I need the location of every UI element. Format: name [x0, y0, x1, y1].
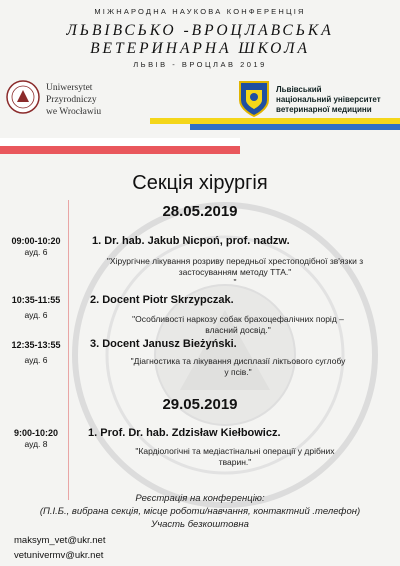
- session-time-range: 12:35-13:55: [11, 340, 61, 350]
- white-band: [0, 138, 240, 146]
- session-topic-line1: "Кардіологічні та медіастінальні операції у дрібних: [135, 446, 335, 456]
- session-room: ауд. 8: [24, 439, 48, 449]
- session-topic-line1: "Діагностика та лікування дисплазії ліктьового суглобу: [130, 356, 346, 366]
- email-link-vetunivermv[interactable]: vetunivermv@ukr.net: [14, 550, 104, 561]
- session-topic-line2: застосуванням методу ТТА.": [178, 266, 292, 277]
- session-topic-line3: ": [233, 277, 237, 287]
- session-topic: [72, 256, 398, 288]
- session-time: [4, 295, 68, 321]
- registration-free-note: Участь безкоштовна: [151, 519, 249, 530]
- conference-title-line2: ВЕТЕРИНАРНА ШКОЛА: [90, 40, 310, 57]
- lviv-university-name-line1: Львівський: [276, 85, 322, 94]
- wroclaw-university-logo-icon: [6, 80, 40, 114]
- session-speaker: 2. Docent Piotr Skrzypczak.: [90, 294, 234, 306]
- session-topic-line1: "Хірургічне лікування розриву передньої хрестоподібної зв'язки з: [106, 256, 364, 266]
- wroclaw-university-name-line2: Przyrodniczy: [46, 95, 97, 105]
- lviv-university-name: [276, 85, 381, 115]
- session-topic: [80, 314, 396, 335]
- section-title: Секція хірургія: [132, 172, 268, 194]
- wroclaw-university-name-line3: we Wrocławiu: [46, 107, 102, 117]
- registration-info: [0, 492, 400, 531]
- email-link-maksym[interactable]: maksym_vet@ukr.net: [14, 535, 106, 546]
- timeline-divider: [68, 200, 69, 500]
- lviv-university-shield-icon: [236, 78, 272, 118]
- lviv-university-name-line3: ветеринарної медицини: [276, 105, 372, 114]
- session-time-range: 09:00-10:20: [11, 236, 61, 246]
- session-topic: [74, 446, 396, 467]
- session-time: [4, 236, 68, 258]
- conference-type: МІЖНАРОДНА НАУКОВА КОНФЕРЕНЦІЯ: [94, 7, 306, 16]
- conference-title-line1: ЛЬВІВСЬКО -ВРОЦЛАВСЬКА: [66, 22, 334, 39]
- wroclaw-university-name: [46, 82, 101, 118]
- wroclaw-university-name-line1: Uniwersytet: [46, 83, 93, 93]
- blue-band: [190, 124, 400, 130]
- session-speaker: 1. Dr. hab. Jakub Nicpoń, prof. nadzw.: [92, 235, 290, 247]
- registration-title: Реєстрація на конференцію:: [135, 493, 265, 504]
- session-time: [4, 428, 68, 450]
- session-time-range: 9:00-10:20: [13, 428, 59, 438]
- session-room: ауд. 6: [24, 355, 48, 365]
- session-topic-line1: "Особливості наркозу собак брахоцефалічних порід –: [132, 314, 344, 324]
- lviv-university-name-line2: національний університет: [276, 95, 381, 104]
- session-time-range: 10:35-11:55: [11, 295, 61, 305]
- session-speaker: 3. Docent Janusz Bieżyński.: [90, 338, 237, 350]
- session-topic-line2: власний досвід.": [205, 324, 271, 335]
- session-topic: [80, 356, 396, 377]
- session-room: ауд. 6: [24, 247, 48, 257]
- session-speaker: 1. Prof. Dr. hab. Zdzisław Kiełbowicz.: [88, 427, 281, 439]
- session-topic-line2: тварин.": [218, 456, 252, 467]
- day1-date: 28.05.2019: [162, 203, 238, 220]
- registration-details: (П.І.Б., вибрана секція, місце роботи/навчання, контактний .телефон): [39, 506, 361, 517]
- conference-place-year: ЛЬВІВ - ВРОЦЛАВ 2019: [133, 60, 267, 69]
- session-room: ауд. 6: [24, 310, 48, 320]
- day2-date: 29.05.2019: [162, 396, 238, 413]
- red-band: [0, 146, 240, 154]
- session-time: [4, 340, 68, 366]
- session-topic-line2: у псів.": [224, 366, 252, 377]
